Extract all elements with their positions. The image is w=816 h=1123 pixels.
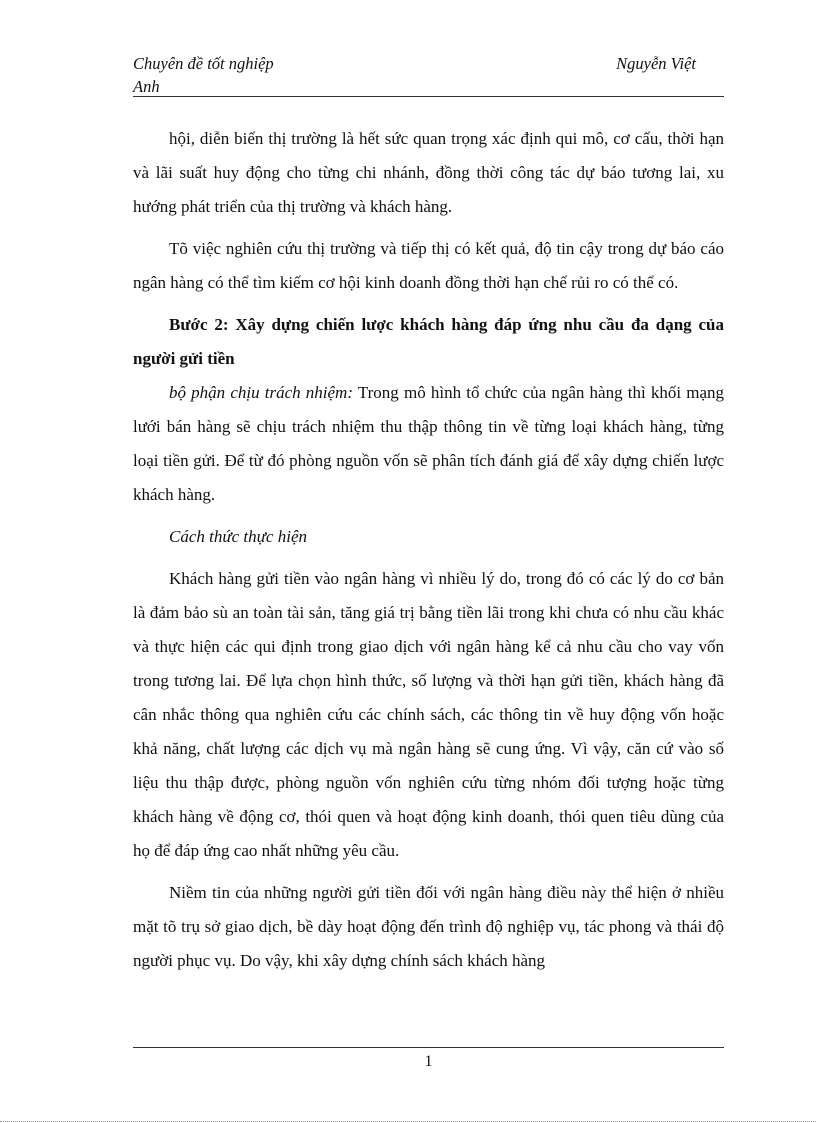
paragraph-customer-motives: Khách hàng gửi tiền vào ngân hàng vì nhiều lý do, trong đó có các lý do cơ bản là đảm bảo sù an toàn tài sản, tăng giá trị bằng tiền lãi trong khi chưa có nhu cầu khác và thực hiện các qui định trong giao dịch với ngân hàng kể cả nhu cầu cho vay vốn trong tương lai. Để lựa chọn hình thức, số lượng và thời hạn gửi tiền, khách hàng đã cân nhắc thông qua nghiên cứu các chính sách, các thông tin về huy động vốn hoặc khả năng, chất lượng các dịch vụ mà ngân hàng sẽ cung ứng. Vì vậy, căn cứ vào số liệu thu thập được, phòng nguồn vốn nghiên cứu từng nhóm đối tượng hoặc từng khách hàng về động cơ, thói quen và hoạt động kinh doanh, thói quen tiêu dùng của họ để đáp ứng cao nhất những yêu cầu. — [133, 569, 724, 860]
paragraph-market-forecast: hội, diễn biến thị trường là hết sức quan trọng xác định qui mô, cơ cấu, thời hạn và lãi suất huy động cho từng chi nhánh, đồng thời công tác dự báo tương lai, xu hướng phát triển của thị trường và khách hàng. — [133, 129, 724, 216]
document-body — [133, 122, 724, 978]
section-heading-step-2: Bước 2: Xây dựng chiến lược khách hàng đáp ứng nhu cầu đa dạng của người gửi tiền — [133, 315, 724, 368]
footer-divider — [133, 1047, 724, 1048]
paragraph-responsibility — [133, 376, 724, 512]
page-number: 1 — [424, 1053, 433, 1070]
responsibility-label: bộ phận chịu trách nhiệm: — [169, 383, 353, 402]
header-author: Nguyễn Việt — [616, 54, 696, 73]
page-header — [133, 52, 724, 97]
header-title-line-2: Anh — [133, 77, 160, 96]
page-boundary — [0, 1121, 816, 1122]
header-document-title — [133, 52, 333, 98]
paragraph-customer-trust: Niềm tin của những người gửi tiền đối với ngân hàng điều này thể hiện ở nhiều mặt tõ trụ sở giao dịch, bề dày hoạt động đến trình độ nghiệp vụ, tác phong và thái độ người phục vụ. Do vậy, khi xây dựng chính sách khách hàng — [133, 883, 724, 970]
paragraph-market-research: Tõ việc nghiên cứu thị trường và tiếp thị có kết quả, độ tin cậy trong dự báo cáo ngân hàng có thể tìm kiếm cơ hội kinh doanh đồng thời hạn chế rủi ro có thể có. — [133, 239, 724, 292]
header-title-line-1: Chuyên đề tốt nghiệp — [133, 54, 274, 73]
subheading-implementation: Cách thức thực hiện — [169, 527, 307, 546]
responsibility-text: Trong mô hình tổ chức của ngân hàng thì khối mạng lưới bán hàng sẽ chịu trách nhiệm thu thập thông tin về từng loại khách hàng, từng loại tiền gửi. Để từ đó phòng nguồn vốn sẽ phân tích đánh giá để xây dựng chiến lược khách hàng. — [133, 383, 724, 504]
